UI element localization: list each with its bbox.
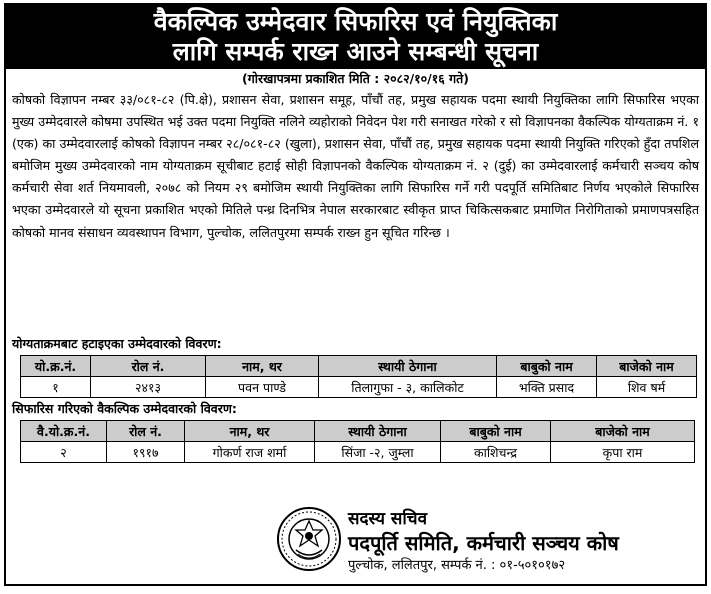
- column-header: बाबुको नाम: [497, 356, 597, 377]
- column-header: बाजेको नाम: [597, 356, 697, 377]
- notice-page: [4, 3, 707, 586]
- committee-name: पदपूर्ति समिति, कर्मचारी सञ्चय कोष: [348, 531, 619, 555]
- office-address: पुल्चोक, ललितपुर, सम्पर्क नं. : ०१-५०१०१७२: [348, 558, 566, 573]
- table-cell: शिव षर्म: [597, 377, 697, 398]
- recommended-candidate-table: [20, 420, 695, 463]
- column-header: स्थायी ठेगाना: [319, 356, 497, 377]
- table-cell: गोकर्ण राज शर्मा: [185, 442, 315, 463]
- column-header: बाजेको नाम: [551, 421, 695, 442]
- table-cell: २: [21, 442, 107, 463]
- notice-title-banner: [6, 5, 705, 69]
- publication-date: (गोरखापत्रमा प्रकाशित मिति : २०८२/१०/१६ गते): [242, 71, 469, 86]
- signatory-designation: सदस्य सचिव: [348, 509, 428, 529]
- column-header: रोल नं.: [107, 421, 185, 442]
- column-header: वै.यो.क्र.नं.: [21, 421, 107, 442]
- column-header: नाम, थर: [206, 356, 319, 377]
- column-header: रोल नं.: [91, 356, 206, 377]
- table-row: [21, 377, 697, 398]
- table-cell: पवन पाण्डे: [206, 377, 319, 398]
- notice-body-text: कोषको विज्ञापन नम्बर ३३/०८१-८२ (पि.क्षे), प्रशासन सेवा, प्रशासन समूह, पाँचौं तह, प्रमुख सहायक पदमा स्थायी नियुक्तिका लागि सिफारिस भएका मुख्य उम्मेदवारले कोषमा उपस्थित भई उक्त पदमा नियुक्ति नलिने व्यहोराको निवेदन पेश गरी सनाखत गरेको र सो विज्ञापनका वैकल्पिक योग्यताक्रम नं. १ (एक) का उम्मेदवारलाई कोषको विज्ञापन नम्बर २८/०८१-८२ (खुला), प्रशासन सेवा, पाँचौं तह, प्रमुख सहायक पदमा स्थायी नियुक्ति गरिएको हुँदा तपशिल बमोजिम मुख्य उम्मेदवारको नाम योग्यताक्रम सूचीबाट हटाई सोही विज्ञापनको वैकल्पिक योग्यताक्रम नं. २ (दुई) का उम्मेदवारलाई कर्मचारी सञ्चय कोष कर्मचारी सेवा शर्त नियमावली, २०७८ को नियम २९ बमोजिम स्थायी नियुक्तिका लागि सिफारिस गर्ने गरी पदपूर्ति समितिबाट निर्णय भएकोले सिफारिस भएका उम्मेदवारले यो सूचना प्रकाशित भएको मितिले पन्ध्र दिनभित्र नेपाल सरकारबाट स्वीकृत प्राप्त चिकित्सकबाट प्रमाणित निरोगिताको प्रमाणपत्रसहित कोषको मानव संसाधन व्यवस्थापन विभाग, पुल्चोक, ललितपुरमा सम्पर्क राख्न हुन सूचित गरिन्छ ।: [12, 92, 699, 240]
- table-cell: तिलागुफा - ३, कालिकोट: [319, 377, 497, 398]
- table-cell: १९१७: [107, 442, 185, 463]
- column-header: स्थायी ठेगाना: [315, 421, 441, 442]
- table-cell: २४१३: [91, 377, 206, 398]
- table-cell: कृपा राम: [551, 442, 695, 463]
- removed-candidate-table: [20, 355, 697, 398]
- notice-title-line-1: वैकल्पिक उम्मेदवार सिफारिस एवं नियुक्तिका: [153, 7, 558, 36]
- table-row: [21, 442, 695, 463]
- table-cell: सिंजा -२, जुम्ला: [315, 442, 441, 463]
- column-header: नाम, थर: [185, 421, 315, 442]
- circular-seal-icon: [276, 506, 342, 572]
- table-header-row: [21, 421, 695, 442]
- signature-block: [6, 504, 705, 584]
- table-cell: १: [21, 377, 91, 398]
- table-header-row: [21, 356, 697, 377]
- table-cell: भक्ति प्रसाद: [497, 377, 597, 398]
- recommended-candidate-section-title: सिफारिस गरिएको वैकल्पिक उम्मेदवारको विवरण:: [12, 401, 237, 416]
- column-header: बाबुको नाम: [441, 421, 551, 442]
- table-cell: काशिचन्द्र: [441, 442, 551, 463]
- notice-title-line-2: लागि सम्पर्क राख्न आउने सम्बन्धी सूचना: [172, 37, 539, 66]
- removed-candidate-section-title: योग्यताक्रमबाट हटाइएका उम्मेदवारको विवरण:: [12, 336, 222, 351]
- column-header: यो.क्र.नं.: [21, 356, 91, 377]
